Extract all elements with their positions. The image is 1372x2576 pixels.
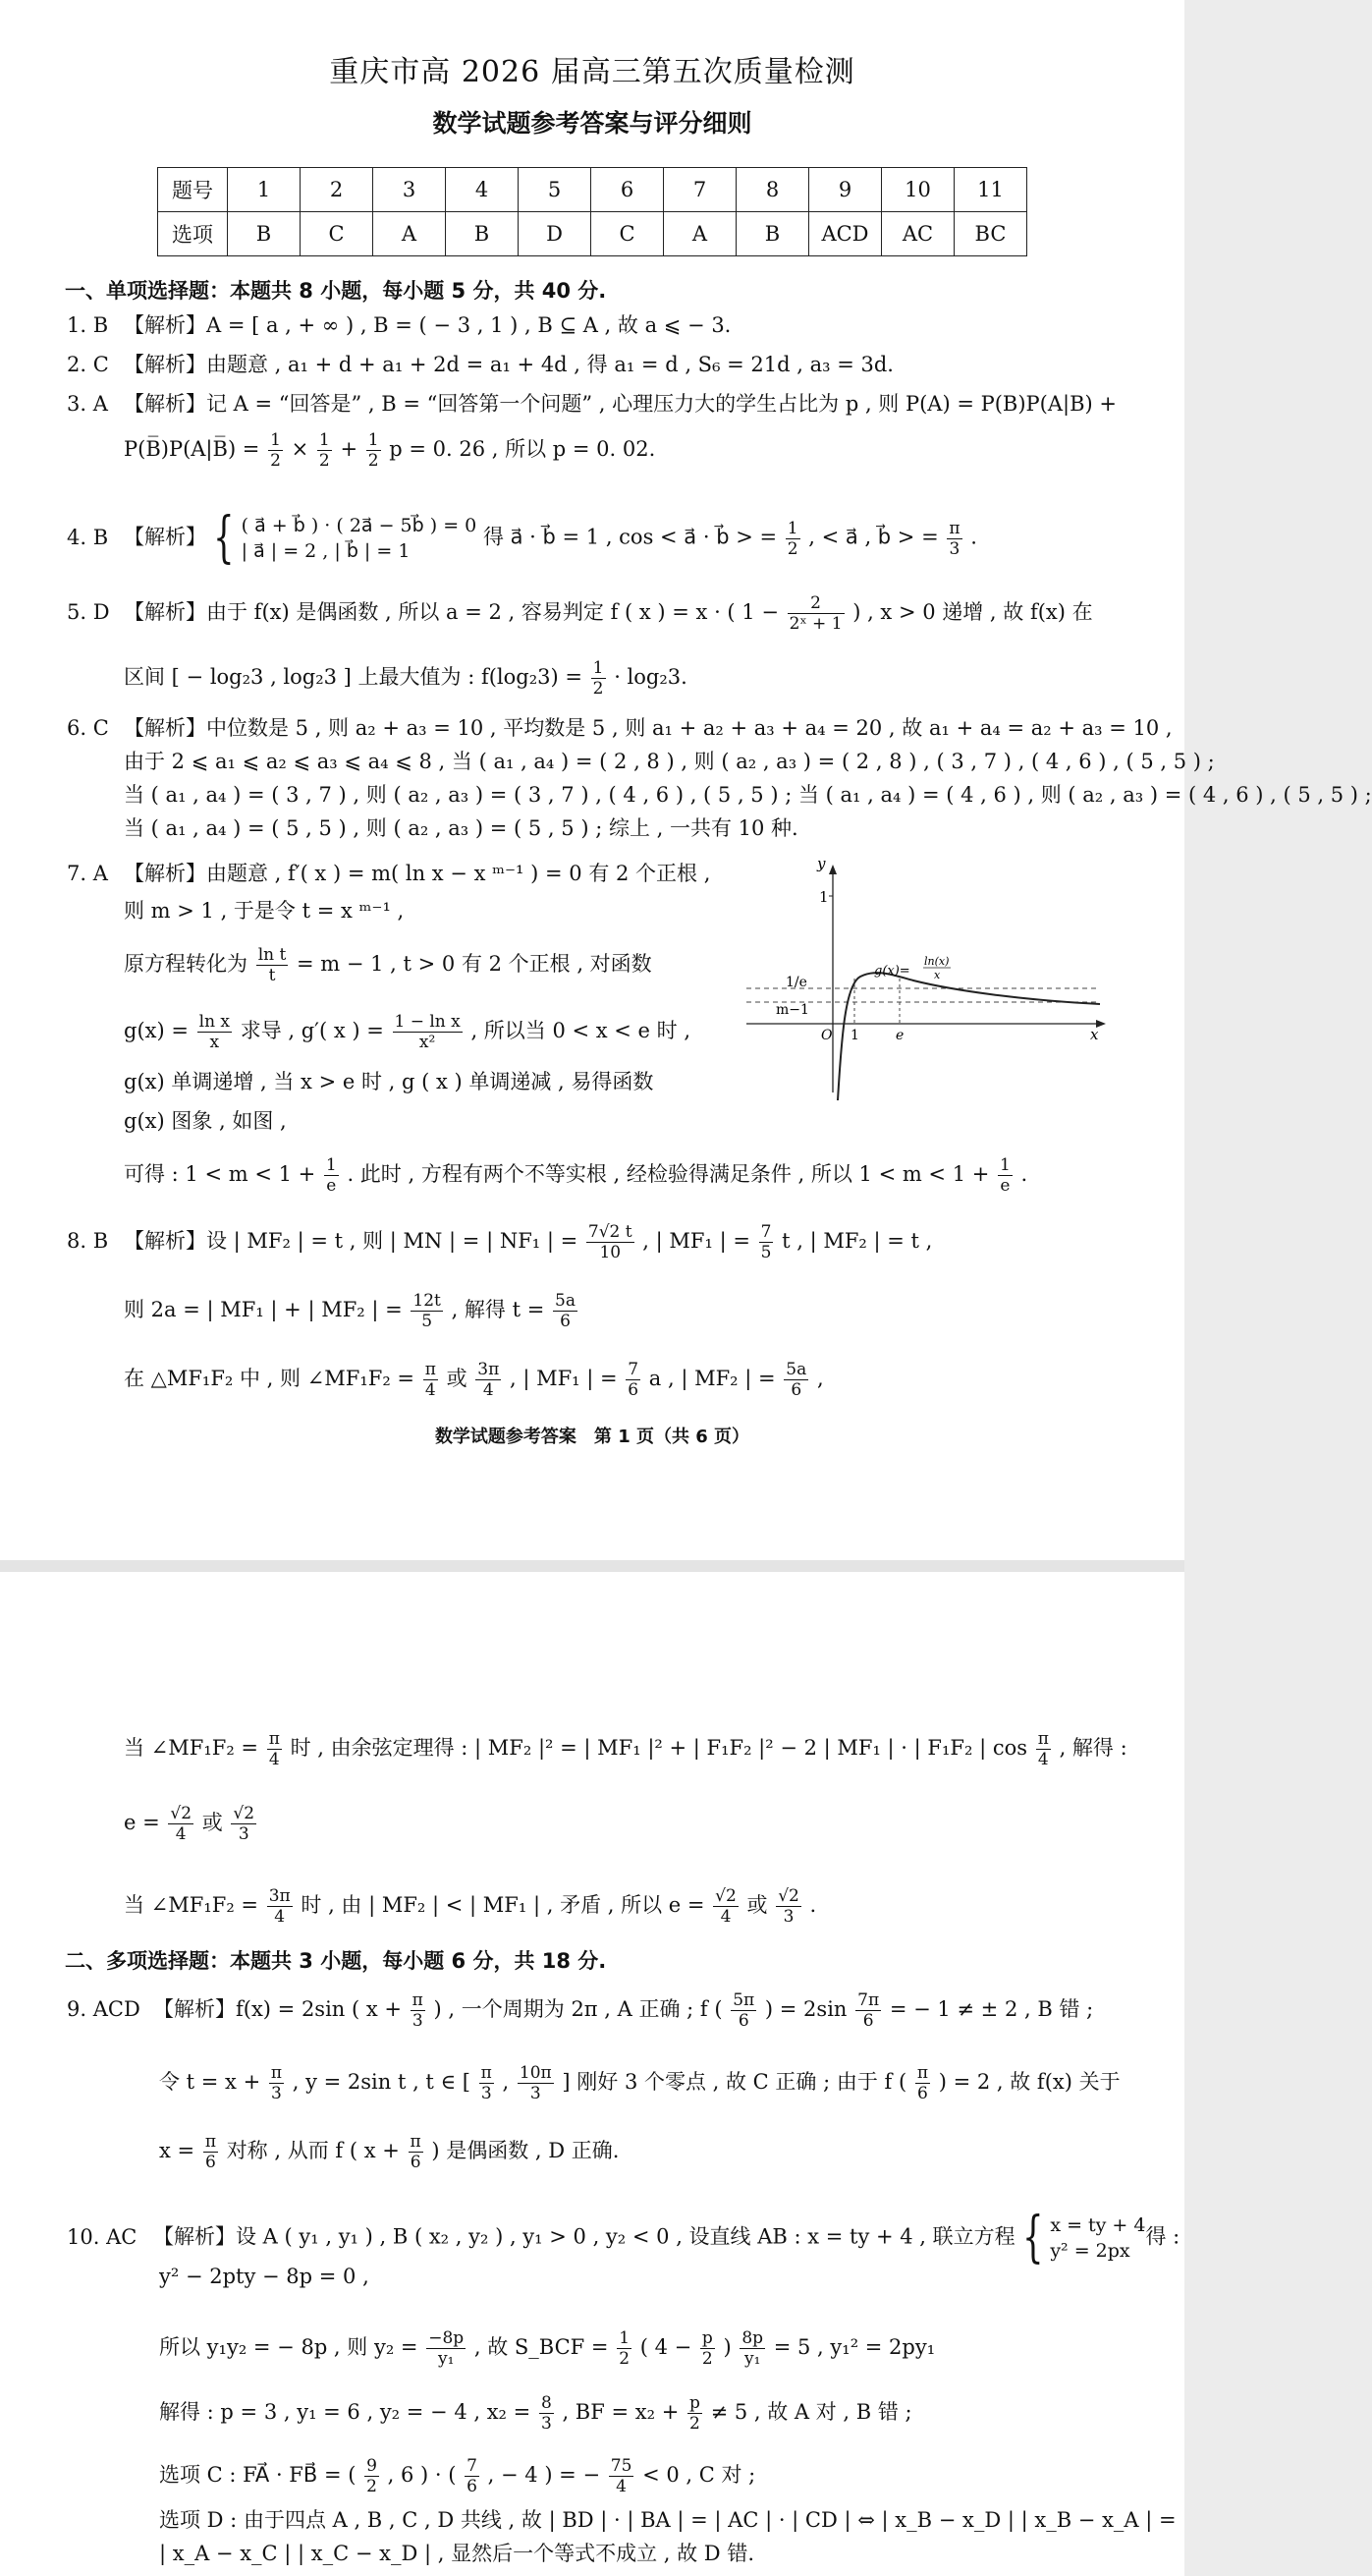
fraction: $\frac{2}{\text{2ˣ + 1}}$: [789, 593, 843, 634]
fraction: $\frac{\pi}{3}$: [270, 2063, 283, 2103]
fraction: $\frac{\text{ln t}}{t}$: [257, 945, 287, 985]
y-tick-1: 1: [819, 888, 829, 906]
question-number: 9. ACD: [67, 1997, 140, 2021]
answer-q2: [67, 350, 894, 379]
section-heading-single-choice: 一、单项选择题：本题共 8 小题，每小题 5 分，共 40 分.: [65, 279, 607, 303]
y-axis-arrow: [829, 865, 837, 874]
answer-q10-line1: 10. AC 【解析】设 A ( y₁ , y₁ ) , B ( x₂ , y₂ ) , y₁ > 0 , y₂ < 0 , 设直线 AB : x = ty + 4 , 联立方程 { x = ty + 4 y² = 2px 得 :: [67, 2206, 1180, 2269]
answer-q9-line2: 令 t = x + $\frac{\pi}{3}$ , y = 2sin t , t ∈ [ $\frac{\pi}{3}$ , $\frac{10\pi}{3}$ ] 刚好 3 个零点 , 故 C 正确 ; 由于 f ( $\frac{\pi}{6}$ ) = 2 , 故 f(x) 关于: [159, 2063, 1121, 2103]
table-cell: AC: [882, 212, 955, 256]
table-header-cell: 选项: [158, 212, 228, 256]
brace-symbol: {: [1021, 2206, 1044, 2269]
x-tick-e: e: [896, 1028, 905, 1043]
fraction: $\frac{7}{5}$: [760, 1222, 772, 1262]
question-number: 3. A: [67, 392, 108, 416]
answer-q10-line3: 所以 y₁y₂ = − 8p , 则 y₂ = $\frac{-8p}{\text{y₁}}$ , 故 S_BCF = $\frac{1}{2}$ ( 4 − $\frac{p}{2}$ ) $\frac{8p}{\text{y₁}}$ = 5 , y₁² = 2py₁: [159, 2328, 936, 2369]
table-cell: 10: [882, 168, 955, 212]
fraction: $\frac{\text{ln x}}{x}$: [198, 1012, 231, 1052]
fraction: $\frac{-8p}{\text{y₁}}$: [428, 2328, 465, 2369]
label-m-minus-1: m−1: [776, 1002, 809, 1018]
q8-continued-line3: 当 ∠MF₁F₂ = $\frac{3\pi}{4}$ 时 , 由 | MF₂ | < | MF₁ | , 矛盾 , 所以 e = $\frac{√2}{4}$ 或 $\frac{√2}{3}$ .: [124, 1886, 817, 1927]
answer-q7-line7: 可得 : 1 < m < 1 + $\frac{1}{e}$ . 此时 , 方程有两个不等实根 , 经检验得满足条件 , 所以 1 < m < 1 + $\frac{1}{e}$ .: [124, 1155, 1028, 1196]
question-number: 8. B: [67, 1229, 109, 1253]
question-number: 5. D: [67, 600, 110, 624]
answer-q7-line5: g(x) 单调递增 , 当 x > e 时 , g ( x ) 单调递减 , 易得函数: [124, 1070, 654, 1093]
fraction: $\frac{7}{6}$: [466, 2456, 477, 2496]
table-cell: 4: [446, 168, 519, 212]
fraction: $\frac{\pi}{4}$: [1037, 1729, 1049, 1769]
solution-text: 【解析】f(x) = 2sin ( x +: [153, 1997, 402, 2021]
answer-q10-line6: 选项 D : 由于四点 A , B , C , D 共线 , 故 | BD | · | BA | = | AC | · | CD | ⇔ | x_B − x_D | | x_B − x_A | =: [159, 2508, 1177, 2532]
answer-q1: [67, 310, 731, 340]
answer-q6-line3: 当 ( a₁ , a₄ ) = ( 3 , 7 ) , 则 ( a₂ , a₃ ) = ( 3 , 7 ) , ( 4 , 6 ) , ( 5 , 5 ) ; 当 ( a₁ , a₄ ) = ( 4 , 6 ) , 则 ( a₂ , a₃ ) = ( 4 , 6 ) , ( 5 , 5 ) ;: [124, 783, 1372, 807]
answer-q7-line3: 原方程转化为 $\frac{\text{ln t}}{t}$ = m − 1 , t > 0 有 2 个正根 , 对函数: [124, 945, 652, 985]
page-separator: [0, 1560, 1184, 1572]
equation-system: x = ty + 4 y² = 2px: [1050, 2214, 1146, 2262]
fraction: $\frac{1}{e}$: [325, 1155, 337, 1196]
fraction: $\frac{3\pi}{4}$: [268, 1886, 291, 1927]
section-heading-multi-choice: 二、多项选择题：本题共 3 小题，每小题 6 分，共 18 分.: [65, 1949, 607, 1973]
answer-q7-line2: 则 m > 1 , 于是令 t = x ᵐ⁻¹ ,: [124, 899, 405, 923]
answer-q6-line4: 当 ( a₁ , a₄ ) = ( 5 , 5 ) , 则 ( a₂ , a₃ ) = ( 5 , 5 ) ; 综上 , 一共有 10 种.: [124, 816, 798, 840]
question-number: 6. C: [67, 716, 109, 740]
page-footer: 数学试题参考答案 第 1 页（共 6 页）: [434, 1427, 750, 1447]
curve-g: [838, 973, 1100, 1100]
table-cell: 5: [519, 168, 591, 212]
exam-title: 重庆市高 2026 届高三第五次质量检测: [329, 55, 855, 89]
table-header-cell: 题号: [158, 168, 228, 212]
table-cell: B: [446, 212, 519, 256]
origin-label: O: [821, 1028, 833, 1043]
answer-q5-line2: 区间 [ − log₂3 , log₂3 ] 上最大值为 : f(log₂3) = $\frac{1}{2}$ · log₂3.: [124, 658, 687, 699]
table-cell: 1: [228, 168, 301, 212]
fraction: $\frac{\pi}{6}$: [410, 2132, 421, 2172]
answer-q3-line1: [67, 389, 1117, 419]
answer-table-row-numbers: [158, 168, 1027, 212]
x-tick-1: 1: [851, 1028, 859, 1043]
solution-text: 【解析】A = [ a , + ∞ ) , B = ( − 3 , 1 ) , B ⊆ A , 故 a ⩽ − 3.: [124, 313, 732, 337]
table-cell: B: [737, 212, 809, 256]
question-number: 7. A: [67, 862, 108, 885]
y-axis-label: y: [817, 855, 826, 872]
fraction: $\frac{1}{2}$: [787, 518, 798, 559]
fraction: $\frac{1}{2}$: [619, 2328, 631, 2369]
table-cell: 6: [591, 168, 664, 212]
fraction: $\frac{1}{e}$: [1000, 1155, 1011, 1196]
function-graph: [727, 857, 1110, 1102]
answer-q9-line1: 9. ACD 【解析】f(x) = 2sin ( x + $\frac{\pi}{3}$ ) , 一个周期为 2π , A 正确 ; f ( $\frac{5\pi}{6}$ ) = 2sin $\frac{7\pi}{6}$ = − 1 ≠ ± 2 , B 错 ;: [67, 1990, 1094, 2031]
fraction: $\frac{1}{2}$: [367, 430, 379, 471]
table-cell: 8: [737, 168, 809, 212]
fraction: $\frac{\pi}{4}$: [424, 1360, 436, 1400]
curve-label-num: ln(x): [924, 955, 950, 968]
solution-text: 得 a⃗ · b⃗ = 1 , cos < a⃗ · b⃗ > =: [482, 525, 778, 549]
solution-text: 【解析】记 A = “回答是” , B = “回答第一个问题” , 心理压力大的学生占比为 p , 则 P(A) = P(B)P(A|B) +: [124, 392, 1118, 416]
fraction: $\frac{7\pi}{6}$: [857, 1990, 880, 2031]
answer-q7-line4: g(x) = $\frac{\text{ln x}}{x}$ 求导 , g′( x ) = $\frac{\text{1 − ln x}}{\text{x²}}$ , 所以当 0 < x < e 时 ,: [124, 1012, 691, 1052]
fraction: $\frac{p}{2}$: [701, 2328, 713, 2369]
fraction: $\frac{p}{2}$: [688, 2393, 700, 2434]
fraction: $\frac{10\pi}{3}$: [519, 2063, 552, 2103]
label-1-over-e: 1/e: [786, 975, 807, 990]
solution-text: 【解析】由题意 , a₁ + d + a₁ + 2d = a₁ + 4d , 得 a₁ = d , S₆ = 21d , a₃ = 3d.: [124, 353, 894, 376]
solution-text: 【解析】由题意 , f′( x ) = m( ln x − x ᵐ⁻¹ ) = 0 有 2 个正根 ,: [124, 862, 711, 885]
answer-q4: 4. B 【解析】 { ( a⃗ + b⃗ ) · ( 2a⃗ − 5b⃗ ) = 0 | a⃗ | = 2 , | b⃗ | = 1 得 a⃗ · b⃗ = 1 , cos < a⃗ · b⃗ > = $\frac{1}{2}$ , < a⃗ , b⃗ > = $\frac{\pi}{3}$ .: [67, 506, 977, 570]
answer-q10-line4: 解得 : p = 3 , y₁ = 6 , y₂ = − 4 , x₂ = $\frac{8}{3}$ , BF = x₂ + $\frac{p}{2}$ ≠ 5 , 故 A 对 , B 错 ;: [159, 2393, 912, 2434]
page-2: [0, 1572, 1184, 2576]
solution-text: 【解析】中位数是 5 , 则 a₂ + a₃ = 10 , 平均数是 5 , 则 a₁ + a₂ + a₃ + a₄ = 20 , 故 a₁ + a₄ = a₂ + a₃ = 10 ,: [124, 716, 1173, 740]
answer-table-row-answers: [158, 212, 1027, 256]
fraction: $\frac{75}{4}$: [610, 2456, 632, 2496]
solution-text: 区间 [ − log₂3 , log₂3 ] 上最大值为 : f(log₂3) =: [124, 665, 582, 689]
curve-label: g(x)=: [874, 964, 910, 979]
table-cell: ACD: [809, 212, 882, 256]
fraction: $\frac{5\pi}{6}$: [733, 1990, 755, 2031]
table-cell: A: [664, 212, 737, 256]
answer-q5-line1: 5. D 【解析】由于 f(x) 是偶函数 , 所以 a = 2 , 容易判定 f ( x ) = x · ( 1 − $\frac{2}{\text{2ˣ + 1}}$ ) , x > 0 递增 , 故 f(x) 在: [67, 593, 1093, 634]
answer-q8-line2: 则 2a = | MF₁ | + | MF₂ | = $\frac{12t}{5}$ , 解得 t = $\frac{5a}{6}$: [124, 1291, 576, 1331]
answer-q9-line3: x = $\frac{\pi}{6}$ 对称 , 从而 f ( x + $\frac{\pi}{6}$ ) 是偶函数 , D 正确.: [159, 2132, 620, 2172]
solution-text: P(B̅)P(A|B̅) =: [124, 437, 260, 461]
table-cell: 11: [955, 168, 1027, 212]
answer-q6-line2: 由于 2 ⩽ a₁ ⩽ a₂ ⩽ a₃ ⩽ a₄ ⩽ 8 , 当 ( a₁ , a₄ ) = ( 2 , 8 ) , 则 ( a₂ , a₃ ) = ( 2 , 8 ) , ( 3 , 7 ) , ( 4 , 6 ) , ( 5 , 5 ) ;: [124, 750, 1215, 773]
fraction: $\frac{5a}{6}$: [555, 1291, 576, 1331]
table-cell: 9: [809, 168, 882, 212]
fraction: $\frac{\pi}{3}$: [412, 1990, 423, 2031]
equation-system: ( a⃗ + b⃗ ) · ( 2a⃗ − 5b⃗ ) = 0 | a⃗ | = 2 , | b⃗ | = 1: [241, 515, 477, 562]
fraction: $\frac{8}{3}$: [540, 2393, 552, 2434]
fraction: $\frac{\pi}{6}$: [916, 2063, 929, 2103]
question-number: 1. B: [67, 313, 109, 337]
fraction: $\frac{8p}{\text{y₁}}$: [741, 2328, 764, 2369]
fraction: $\frac{9}{2}$: [366, 2456, 377, 2496]
brace-symbol: {: [213, 506, 235, 570]
fraction: $\frac{\pi}{3}$: [480, 2063, 492, 2103]
solution-text: 【解析】由于 f(x) 是偶函数 , 所以 a = 2 , 容易判定 f ( x ) = x · ( 1 −: [124, 600, 779, 624]
x-axis-label: x: [1090, 1026, 1099, 1043]
fraction: $\frac{5a}{6}$: [786, 1360, 807, 1400]
solution-text: 【解析】设 | MF₂ | = t , 则 | MN | = | NF₁ | =: [124, 1229, 578, 1253]
fraction: $\frac{√2}{3}$: [233, 1804, 255, 1844]
table-cell: BC: [955, 212, 1027, 256]
table-cell: C: [591, 212, 664, 256]
answer-q10-line2: y² − 2pty − 8p = 0 ,: [159, 2265, 369, 2288]
fraction: $\frac{1}{2}$: [270, 430, 281, 471]
fraction: $\frac{\text{1 − ln x}}{\text{x²}}$: [394, 1012, 461, 1052]
fraction: $\frac{1}{2}$: [318, 430, 330, 471]
solution-text: 【解析】设 A ( y₁ , y₁ ) , B ( x₂ , y₂ ) , y₁ > 0 , y₂ < 0 , 设直线 AB : x = ty + 4 , 联立方程: [153, 2224, 1015, 2249]
question-number: 2. C: [67, 353, 109, 376]
curve-label-den: x: [934, 969, 941, 981]
fraction: $\frac{12t}{5}$: [412, 1291, 441, 1331]
answer-q8-line3: 在 △MF₁F₂ 中 , 则 ∠MF₁F₂ = $\frac{\pi}{4}$ 或 $\frac{3\pi}{4}$ , | MF₁ | = $\frac{7}{6}$ a , | MF₂ | = $\frac{5a}{6}$ ,: [124, 1360, 824, 1400]
answer-q6-line1: [67, 713, 1173, 743]
fraction: $\frac{7}{6}$: [628, 1360, 639, 1400]
solution-text: p = 0. 26 , 所以 p = 0. 02.: [389, 437, 656, 461]
fraction: $\frac{\pi}{3}$: [949, 518, 960, 559]
answer-q7-line6: g(x) 图象 , 如图 ,: [124, 1109, 287, 1133]
q8-continued-line1: 当 ∠MF₁F₂ = $\frac{\pi}{4}$ 时 , 由余弦定理得 : | MF₂ |² = | MF₁ |² + | F₁F₂ |² − 2 | MF₁ | · | F₁F₂ | cos $\frac{\pi}{4}$ , 解得 :: [124, 1729, 1127, 1769]
answer-q10-line5: 选项 C : FA⃗ · FB⃗ = ( $\frac{9}{2}$ , 6 ) · ( $\frac{7}{6}$ , − 4 ) = − $\frac{75}{4}$ < 0 , C 对 ;: [159, 2456, 756, 2496]
answer-table: [157, 167, 1027, 256]
answer-q3-line2: P(B̅)P(A|B̅) = $\frac{1}{2}$ × $\frac{1}{2}$ + $\frac{1}{2}$ p = 0. 26 , 所以 p = 0. 02.: [124, 430, 656, 471]
exam-subtitle: 数学试题参考答案与评分细则: [432, 109, 752, 138]
fraction: $\frac{7√2 t}{10}$: [587, 1222, 632, 1262]
question-number: 10. AC: [67, 2224, 137, 2249]
fraction: $\frac{√2}{4}$: [170, 1804, 192, 1844]
table-cell: 3: [373, 168, 446, 212]
table-cell: 7: [664, 168, 737, 212]
answer-q8-line1: 8. B 【解析】设 | MF₂ | = t , 则 | MN | = | NF₁ | = $\frac{7√2 t}{10}$ , | MF₁ | = $\frac{7}{5}$ t , | MF₂ | = t ,: [67, 1222, 933, 1262]
fraction: $\frac{√2}{3}$: [778, 1886, 799, 1927]
table-cell: B: [228, 212, 301, 256]
table-cell: A: [373, 212, 446, 256]
fraction: $\frac{\pi}{4}$: [268, 1729, 280, 1769]
fraction: $\frac{3\pi}{4}$: [477, 1360, 500, 1400]
table-cell: D: [519, 212, 591, 256]
fraction: $\frac{\pi}{6}$: [204, 2132, 216, 2172]
q8-continued-line2: e = $\frac{√2}{4}$ 或 $\frac{√2}{3}$: [124, 1804, 255, 1844]
table-cell: C: [301, 212, 373, 256]
answer-q7-line1: [67, 859, 710, 888]
table-cell: 2: [301, 168, 373, 212]
answer-q10-line7: | x_A − x_C | | x_C − x_D | , 显然后一个等式不成立 , 故 D 错.: [159, 2542, 754, 2565]
fraction: $\frac{√2}{4}$: [715, 1886, 737, 1927]
question-number: 4. B: [67, 525, 109, 549]
fraction: $\frac{1}{2}$: [592, 658, 604, 699]
